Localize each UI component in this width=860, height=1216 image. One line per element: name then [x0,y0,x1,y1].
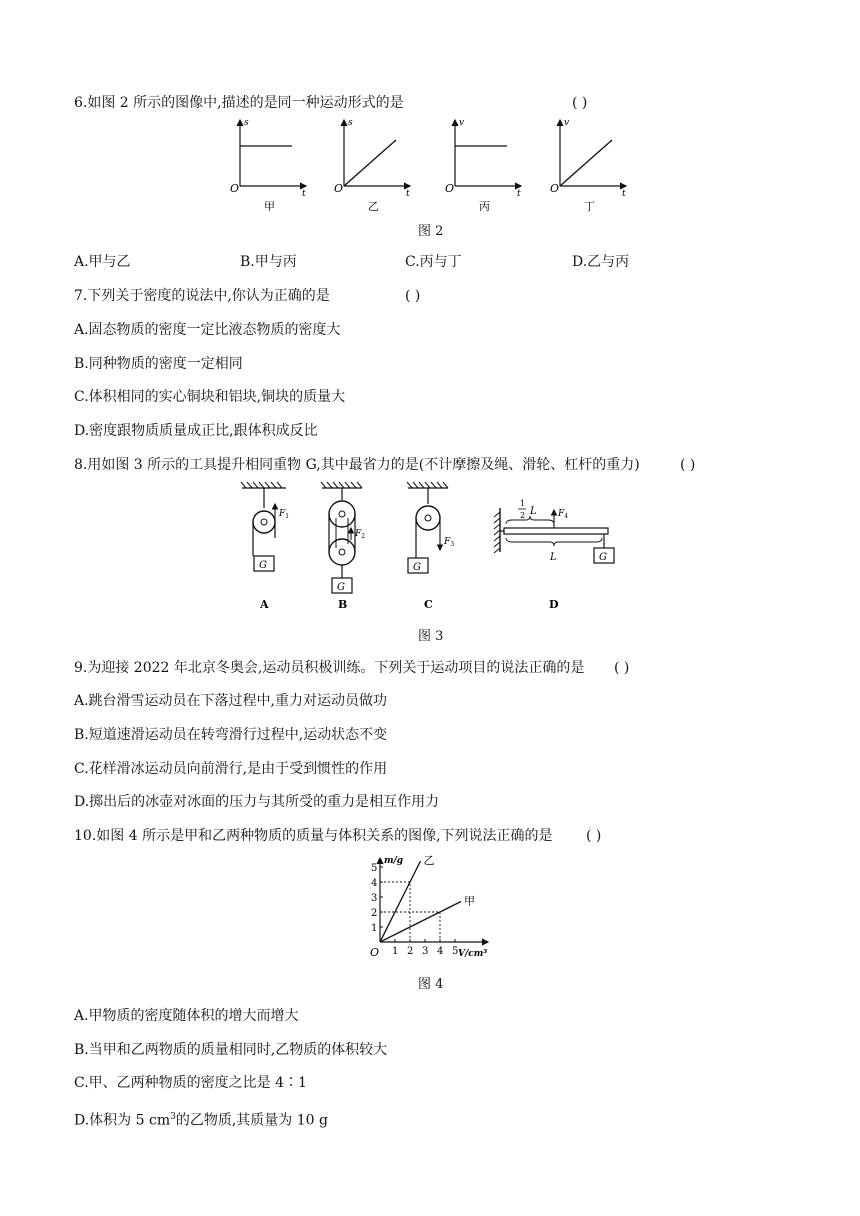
lower-wheel [329,539,355,565]
ceiling-hatch [407,482,448,488]
ceiling-hatch [321,482,362,488]
figure-4-caption: 图 4 [418,977,444,992]
lever-bar [504,528,608,534]
q7-option-c[interactable]: C.体积相同的实心铜块和铝块,铜块的质量大 [74,389,346,405]
q6-graph-jia [228,116,310,214]
sub-label: D [549,598,559,611]
q7-option-b[interactable]: B.同种物质的密度一定相同 [74,356,243,372]
y-axis-label: s [244,118,249,128]
half-l-denominator: 2 [520,511,526,520]
q6-graph-ding [548,116,630,214]
force-subscript: 4 [564,513,569,520]
x-axis-label: t [406,189,410,199]
graph-label: 丙 [479,200,490,213]
pulley-wheel [253,511,275,533]
y-tick-label: 2 [371,908,378,919]
force-subscript: 1 [285,513,290,520]
figure-2-caption: 图 2 [418,224,444,239]
origin-label: O [334,182,344,195]
q6-option-c[interactable]: C.丙与丁 [405,254,462,270]
l-label: L [550,552,557,563]
q9-option-c[interactable]: C.花样滑冰运动员向前滑行,是由于受到惯性的作用 [74,761,388,777]
option-d-text-end: 的乙物质,其质量为 10 g [175,1112,328,1129]
pulley-axle [261,519,267,525]
figure-4-chart [360,852,500,962]
sub-label: B [338,598,348,611]
origin-label: O [550,182,560,195]
x-axis-label: t [517,189,521,199]
weight-label: G [259,560,267,571]
half-l-numerator: 1 [520,499,526,508]
graph-line [560,140,612,186]
pulley-b [321,482,365,611]
x-tick-label: 4 [437,946,444,957]
q10-option-a[interactable]: A.甲物质的密度随体积的增大而增大 [74,1008,299,1024]
x-axis-label: t [622,189,626,199]
q10-stem: 10.如图 4 所示是甲和乙两种物质的质量与体积关系的图像,下列说法正确的是 [74,828,553,844]
force-label: $F_2$ [355,529,366,540]
q6-option-b[interactable]: B.甲与丙 [240,254,297,270]
q10-answer-blank[interactable]: ( ) [586,828,602,844]
q9-stem: 9.为迎接 2022 年北京冬奥会,运动员积极训练。下列关于运动项目的说法正确的是 [74,660,585,676]
y-axis-label: s [348,118,353,128]
q7-option-a[interactable]: A.固态物质的密度一定比液态物质的密度大 [74,322,341,338]
q10-option-b[interactable]: B.当甲和乙两物质的质量相同时,乙物质的体积较大 [74,1042,388,1058]
force-subscript: 2 [361,533,366,540]
q7-option-d[interactable]: D.密度跟物质质量成正比,跟体积成反比 [74,423,318,439]
weight-label: G [337,582,345,593]
origin-label: O [445,182,455,195]
q8-pulley-diagrams [230,478,630,618]
pulley-a [241,482,289,611]
option-d-text: D.体积为 5 cm [74,1112,171,1129]
q6-graph-yi [332,116,414,214]
upper-wheel [329,501,355,527]
y-axis-label: m/g [384,856,404,866]
q10-option-d[interactable] [74,1108,328,1130]
force-label: $F_1$ [279,509,290,520]
pulley-wheel [416,506,440,530]
weight-label: G [599,552,607,563]
ceiling-hatch [241,482,282,488]
q9-option-d[interactable]: D.掷出后的冰壶对冰面的压力与其所受的重力是相互作用力 [74,794,440,810]
half-l-label: L [530,506,537,517]
sub-label: C [424,598,433,611]
lever-d [494,499,614,611]
half-l-brace [506,516,554,524]
q9-option-a[interactable]: A.跳台滑雪运动员在下落过程中,重力对运动员做功 [74,693,388,709]
weight-label: G [413,562,421,573]
x-tick-label: 3 [422,946,429,957]
graph-label: 乙 [368,200,379,213]
q6-stem: 6.如图 2 所示的图像中,描述的是同一种运动形式的是 [74,95,404,111]
y-tick-label: 5 [371,863,378,874]
graph-label: 丁 [584,200,595,213]
graph-line [344,140,396,186]
x-axis-label: V/cm³ [458,949,488,959]
q8-answer-blank[interactable]: ( ) [680,457,696,473]
series-line-jia [380,902,461,943]
wall-hatch [494,512,500,553]
x-tick-label: 2 [407,946,414,957]
force-label: $F_4$ [558,509,569,520]
y-tick-label: 1 [371,923,378,934]
q9-answer-blank[interactable]: ( ) [614,660,630,676]
force-subscript: 3 [450,541,455,548]
figure-3-caption: 图 3 [418,629,444,644]
x-tick-label: 5 [452,946,459,957]
q6-option-a[interactable]: A.甲与乙 [74,254,131,270]
y-tick-label: 3 [371,893,378,904]
q7-stem: 7.下列关于密度的说法中,你认为正确的是 [74,288,330,304]
q6-answer-blank[interactable]: ( ) [572,95,588,111]
force-label: $F_3$ [444,537,455,548]
series-label: 甲 [464,894,475,908]
y-axis-label: v [459,118,465,128]
y-axis-label: v [564,118,570,128]
l-brace [506,538,602,546]
x-axis-label: t [302,189,306,199]
pulley-c [407,482,454,611]
series-line-yi [380,861,421,942]
series-label: 乙 [423,854,435,867]
y-tick-label: 4 [371,878,378,889]
q6-graph-bing [443,116,525,214]
sub-label: A [260,598,269,611]
origin-label: O [370,946,380,959]
x-tick-label: 1 [392,946,399,957]
origin-label: O [230,182,240,195]
q6-option-d[interactable]: D.乙与丙 [572,254,630,270]
graph-label: 甲 [264,200,275,213]
option-d-superscript: 3 [170,1112,176,1122]
q9-option-b[interactable]: B.短道速滑运动员在转弯滑行过程中,运动状态不变 [74,727,388,743]
q8-stem: 8.用如图 3 所示的工具提升相同重物 G,其中最省力的是(不计摩擦及绳、滑轮、杠杆的重力) [74,457,640,473]
q7-answer-blank[interactable]: ( ) [405,288,421,304]
q10-option-c[interactable]: C.甲、乙两种物质的密度之比是 4∶1 [74,1075,307,1091]
